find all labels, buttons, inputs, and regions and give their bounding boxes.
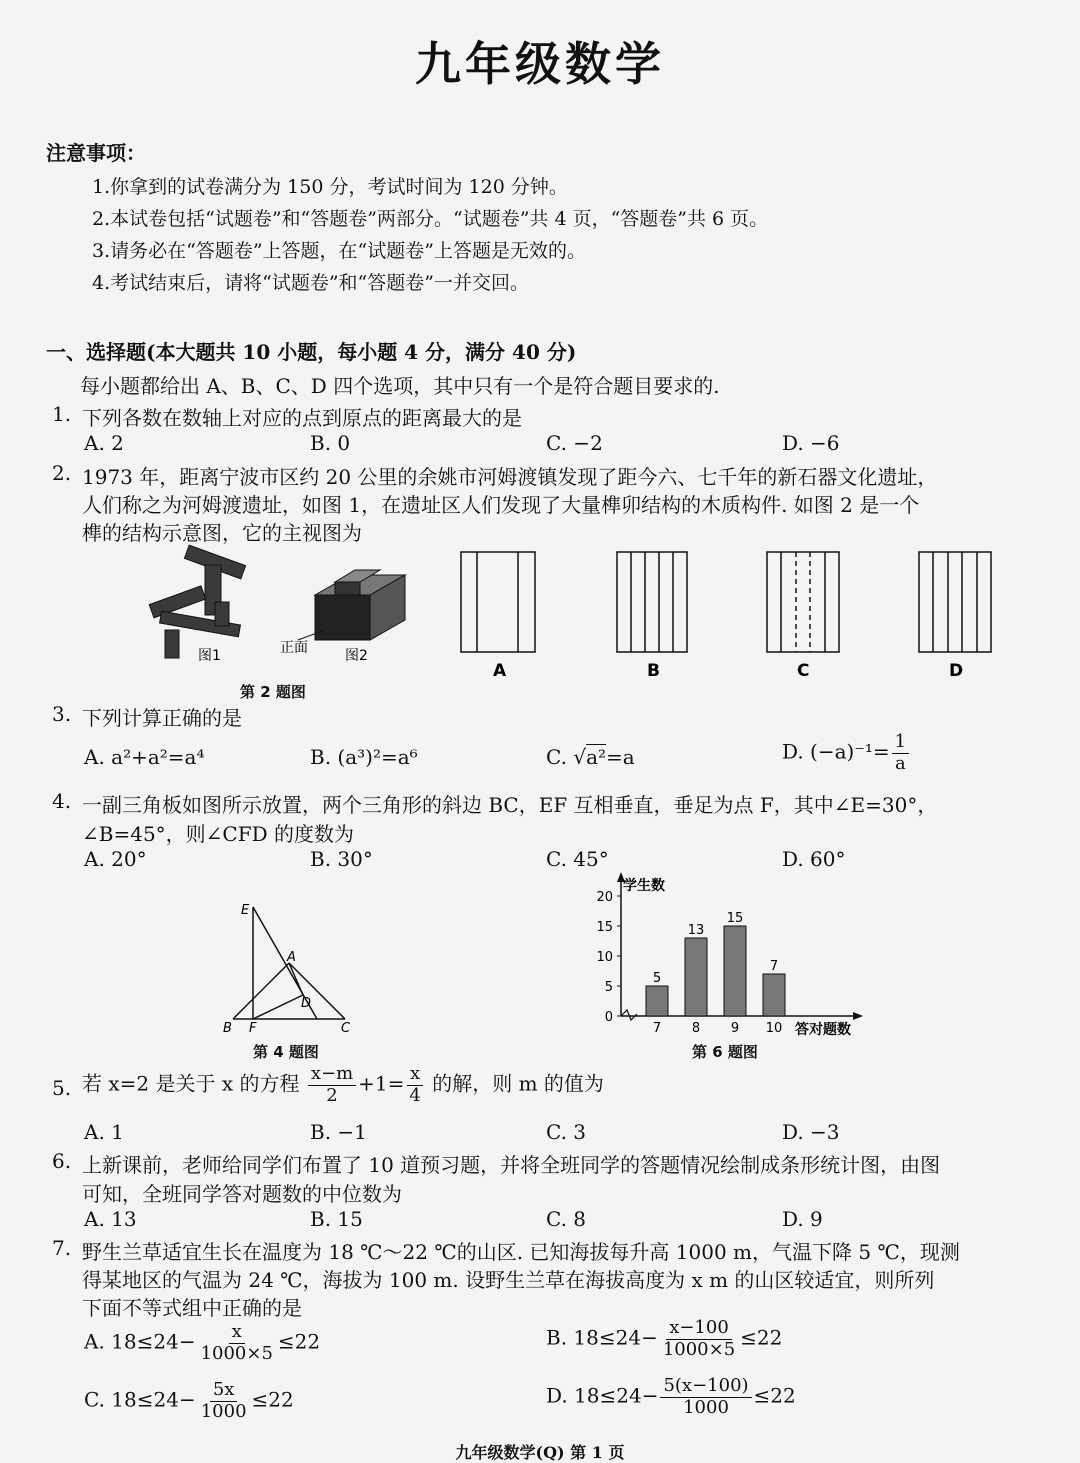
q3-option-a: A. a²+a²=a⁴ (84, 745, 205, 769)
option-b-view (617, 552, 687, 652)
q7-option-a: A. 18≤24− $\frac{x}{1000\times 5}$ ≤22 (84, 1321, 321, 1364)
q6-option-a: A. 13 (84, 1207, 137, 1231)
bar (685, 938, 707, 1016)
q4-number: 4. (52, 789, 72, 813)
q4-option-b: B. 30° (310, 847, 373, 871)
q2-caption: 第 2 题图 (240, 683, 306, 701)
q1-stem: 下列各数在数轴上对应的点到原点的距离最大的是 (82, 406, 522, 430)
option-c-view (767, 552, 839, 652)
q4-option-c: C. 45° (546, 847, 609, 871)
point-d: D (301, 996, 312, 1011)
section-instruction: 每小题都给出 A、B、C、D 四个选项，其中只有一个是符合题目要求的. (80, 374, 720, 398)
q4-line: ∠B=45°，则∠CFD 的度数为 (82, 822, 354, 846)
q5-option-a: A. 1 (84, 1120, 124, 1144)
q2-options-figures (455, 548, 1000, 678)
point-b: B (223, 1021, 232, 1036)
bar-value-label: 15 (726, 911, 744, 926)
q6-number: 6. (52, 1149, 72, 1173)
y-tick-label: 10 (596, 950, 613, 965)
q5-option-b: B. −1 (310, 1120, 367, 1144)
q6-line: 可知，全班同学答对题数的中位数为 (82, 1182, 402, 1206)
fig2-label: 图2 (345, 648, 368, 664)
q7-option-d: D. 18≤24− $\frac{5(x-100)}{1000}$ ≤22 (546, 1375, 796, 1418)
fig2-tenon-block (315, 570, 405, 640)
q2-line: 榫的结构示意图，它的主视图为 (82, 521, 362, 545)
bar-value-label: 7 (769, 959, 779, 974)
bar-value-label: 13 (687, 923, 705, 938)
q4-option-a: A. 20° (84, 847, 147, 871)
y-tick-label: 20 (596, 890, 613, 905)
notice-heading: 注意事项： (46, 141, 146, 165)
section-heading: 一、选择题(本大题共 10 小题，每小题 4 分，满分 40 分) (46, 340, 577, 364)
x-axis-label: 答对题数 (795, 1022, 851, 1038)
q7-line: 得某地区的气温为 24 ℃，海拔为 100 m. 设野生兰草在海拔高度为 x m 的山区较适宜，则所列 (82, 1268, 935, 1292)
q7-line: 下面不等式组中正确的是 (82, 1296, 302, 1320)
q1-option-d: D. −6 (782, 431, 840, 455)
notice-item: 1.你拿到的试卷满分为 150 分，考试时间为 120 分钟。 (92, 176, 568, 198)
notice-item: 2.本试卷包括“试题卷”和“答题卷”两部分。“试题卷”共 4 页，“答题卷”共 6 页。 (92, 208, 769, 230)
x-tick-label: 9 (730, 1021, 740, 1036)
q2-line: 1973 年，距离宁波市区约 20 公里的余姚市河姆渡镇发现了距今六、七千年的新石器文化遗址， (82, 465, 938, 489)
q6-option-c: C. 8 (546, 1207, 587, 1231)
q1-option-c: C. −2 (546, 431, 603, 455)
q3-stem: 下列计算正确的是 (82, 706, 242, 730)
q2-number: 2. (52, 461, 72, 485)
point-f: F (249, 1021, 257, 1036)
page-title: 九年级数学 (415, 37, 665, 91)
q7-line: 野生兰草适宜生长在温度为 18 ℃～22 ℃的山区. 已知海拔每升高 1000 m，气温下降 5 ℃，现测 (82, 1240, 960, 1264)
x-tick-label: 8 (691, 1021, 701, 1036)
option-b-label: B (647, 661, 660, 678)
axis-break-icon (621, 1010, 637, 1020)
point-e: E (241, 903, 250, 918)
q5-option-d: D. −3 (782, 1120, 840, 1144)
option-a-view (461, 552, 535, 652)
q4-line: 一副三角板如图所示放置，两个三角形的斜边 BC，EF 互相垂直，垂足为点 F，其中∠E=30°， (82, 793, 938, 817)
sqrt-icon: √ (573, 745, 587, 769)
point-c: C (341, 1021, 351, 1036)
q1-option-a: A. 2 (84, 431, 124, 455)
bar-value-label: 5 (652, 971, 662, 986)
x-tick-label: 7 (652, 1021, 662, 1036)
q2-figures (130, 540, 420, 690)
q3-option-d: D. (−a)⁻¹= $\frac{1}{a}$ (782, 732, 911, 774)
y-tick-label: 15 (596, 920, 613, 935)
q2-line: 人们称之为河姆渡遗址，如图 1，在遗址区人们发现了大量榫卯结构的木质构件. 如图 2 是一个 (82, 493, 920, 517)
q4-caption: 第 4 题图 (253, 1043, 319, 1061)
q1-number: 1. (52, 402, 72, 426)
y-tick-label: 5 (604, 980, 613, 995)
front-label: 正面 (280, 640, 308, 656)
option-d-view (919, 552, 991, 652)
bar (724, 926, 746, 1016)
option-d-label: D (949, 661, 964, 678)
q3-option-b: B. (a³)²=a⁶ (310, 745, 418, 769)
point-a: A (287, 950, 296, 965)
notice-item: 4.考试结束后，请将“试题卷”和“答题卷”一并交回。 (92, 272, 529, 294)
q7-option-b: B. 18≤24− $\frac{x-100}{1000\times 5}$ ≤22 (546, 1317, 783, 1360)
y-tick-label: 0 (604, 1010, 613, 1025)
fig1-wooden-structure (149, 545, 245, 658)
q5-stem: 若 x=2 是关于 x 的方程 $\frac{x-m}{2}$ +1= $\frac{x}{4}$ 的解，则 m 的值为 (82, 1063, 604, 1106)
y-axis-label: 学生数 (623, 878, 665, 894)
q5-option-c: C. 3 (546, 1120, 587, 1144)
x-tick-label: 10 (765, 1021, 783, 1036)
q3-option-c: C. √a²=a (546, 745, 635, 769)
x-axis-arrow-icon (853, 1012, 863, 1020)
q6-option-d: D. 9 (782, 1207, 823, 1231)
q4-triangle-figure (215, 895, 375, 1045)
q6-line: 上新课前，老师给同学们布置了 10 道预习题，并将全班同学的答题情况绘制成条形统计图，由图 (82, 1153, 941, 1177)
q7-number: 7. (52, 1236, 72, 1260)
page-footer: 九年级数学(Q) 第 1 页 (455, 1443, 625, 1462)
option-a-label: A (493, 661, 507, 678)
notice-item: 3.请务必在“答题卷”上答题，在“试题卷”上答题是无效的。 (92, 240, 586, 262)
bar (763, 974, 785, 1016)
q3-number: 3. (52, 702, 72, 726)
fig1-label: 图1 (198, 648, 221, 664)
q5-number: 5. (52, 1076, 72, 1100)
q6-caption: 第 6 题图 (692, 1043, 758, 1061)
option-c-label: C (797, 661, 810, 678)
q6-bar-chart (585, 870, 875, 1040)
bar (646, 986, 668, 1016)
q7-option-c: C. 18≤24− $\frac{5x}{1000}$ ≤22 (84, 1379, 294, 1422)
q4-option-d: D. 60° (782, 847, 846, 871)
q6-option-b: B. 15 (310, 1207, 363, 1231)
q1-option-b: B. 0 (310, 431, 351, 455)
